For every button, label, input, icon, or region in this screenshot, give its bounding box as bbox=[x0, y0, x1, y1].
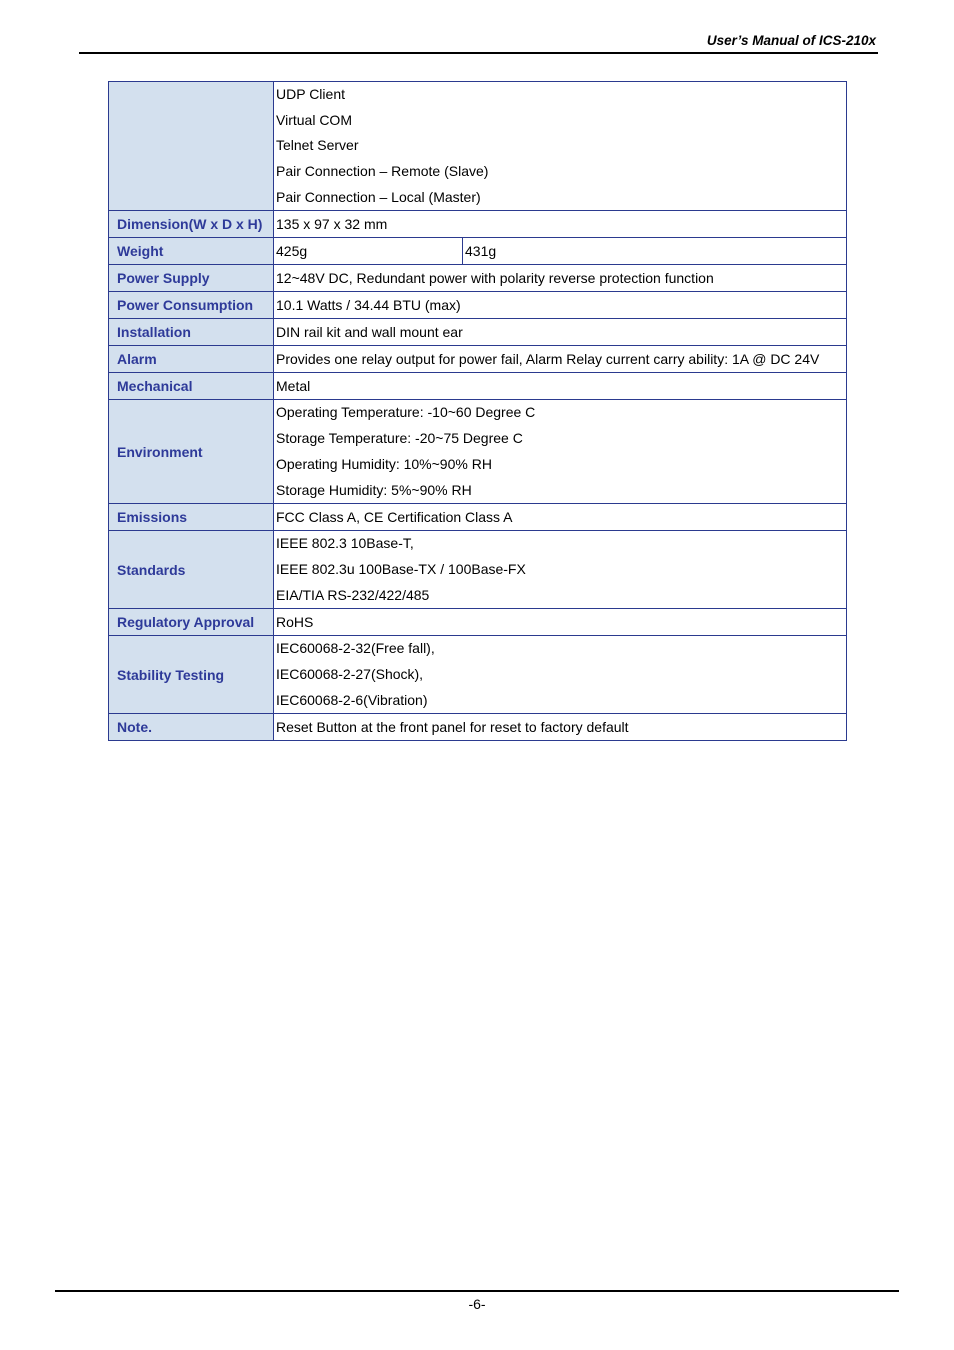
row-value bbox=[274, 238, 847, 265]
table-row bbox=[109, 346, 847, 373]
value-line: DIN rail kit and wall mount ear bbox=[276, 324, 463, 341]
table-row bbox=[109, 373, 847, 400]
table-row bbox=[109, 265, 847, 292]
table-row bbox=[109, 211, 847, 238]
value-line: Provides one relay output for power fail, Alarm Relay current carry ability: 1A @ DC 24V bbox=[276, 351, 820, 368]
header-title: User’s Manual of ICS-210x bbox=[706, 33, 876, 48]
row-label: Regulatory Approval bbox=[109, 609, 274, 636]
table-row bbox=[109, 609, 847, 636]
row-value bbox=[274, 319, 847, 346]
row-value bbox=[274, 609, 847, 636]
value-line: 135 x 97 x 32 mm bbox=[276, 216, 388, 233]
value-line: IEC60068-2-32(Free fall), bbox=[276, 640, 435, 657]
value-line: Operating Humidity: 10%~90% RH bbox=[276, 455, 492, 472]
row-label: Alarm bbox=[109, 346, 274, 373]
value-cell-b: 431g bbox=[465, 243, 497, 260]
value-line: 12~48V DC, Redundant power with polarity reverse protection function bbox=[276, 270, 714, 287]
value-line: IEC60068-2-27(Shock), bbox=[276, 665, 424, 682]
value-line: Storage Humidity: 5%~90% RH bbox=[276, 481, 472, 498]
row-value bbox=[274, 504, 847, 531]
row-label: Stability Testing bbox=[109, 636, 274, 714]
row-value bbox=[274, 400, 847, 504]
table-row bbox=[109, 319, 847, 346]
table-row bbox=[109, 238, 847, 265]
row-value bbox=[274, 636, 847, 714]
row-value bbox=[274, 211, 847, 238]
value-line: RoHS bbox=[276, 614, 314, 631]
row-label: Power Supply bbox=[109, 265, 274, 292]
row-value bbox=[274, 714, 847, 741]
row-value bbox=[274, 82, 847, 211]
value-line: Pair Connection – Remote (Slave) bbox=[276, 163, 489, 180]
header-divider bbox=[79, 52, 878, 54]
row-value bbox=[274, 265, 847, 292]
value-line: FCC Class A, CE Certification Class A bbox=[276, 509, 513, 526]
value-cell-a: 425g bbox=[274, 238, 463, 264]
row-value bbox=[274, 373, 847, 400]
row-label: Mechanical bbox=[109, 373, 274, 400]
row-value bbox=[274, 346, 847, 373]
dual-value bbox=[274, 238, 846, 264]
table-row bbox=[109, 82, 847, 211]
row-label: Dimension(W x D x H) bbox=[109, 211, 274, 238]
value-line: Storage Temperature: -20~75 Degree C bbox=[276, 430, 523, 447]
row-label: Standards bbox=[109, 531, 274, 609]
row-label: Emissions bbox=[109, 504, 274, 531]
row-label: Environment bbox=[109, 400, 274, 504]
footer-divider bbox=[55, 1290, 899, 1292]
value-line: Reset Button at the front panel for reset to factory default bbox=[276, 719, 629, 736]
table-row bbox=[109, 714, 847, 741]
row-value bbox=[274, 292, 847, 319]
value-line: Pair Connection – Local (Master) bbox=[276, 188, 481, 205]
row-label: Weight bbox=[109, 238, 274, 265]
value-line: Virtual COM bbox=[276, 111, 352, 128]
table-row bbox=[109, 292, 847, 319]
row-label: Installation bbox=[109, 319, 274, 346]
value-line: UDP Client bbox=[276, 86, 345, 102]
row-label: Note. bbox=[109, 714, 274, 741]
value-line: EIA/TIA RS-232/422/485 bbox=[276, 586, 430, 603]
table-row bbox=[109, 504, 847, 531]
table-row bbox=[109, 400, 847, 504]
value-line: Metal bbox=[276, 378, 311, 395]
row-label: Power Consumption bbox=[109, 292, 274, 319]
value-line: Operating Temperature: -10~60 Degree C bbox=[276, 404, 536, 421]
value-line: IEEE 802.3 10Base-T, bbox=[276, 535, 414, 552]
value-line: IEEE 802.3u 100Base-TX / 100Base-FX bbox=[276, 560, 526, 577]
value-line: Telnet Server bbox=[276, 137, 359, 154]
table-row bbox=[109, 531, 847, 609]
row-label bbox=[109, 82, 274, 211]
specification-table bbox=[108, 81, 847, 741]
row-value bbox=[274, 531, 847, 609]
page-number: -6- bbox=[468, 1296, 486, 1312]
value-line: 10.1 Watts / 34.44 BTU (max) bbox=[276, 297, 461, 314]
value-line: IEC60068-2-6(Vibration) bbox=[276, 691, 428, 708]
table-row bbox=[109, 636, 847, 714]
